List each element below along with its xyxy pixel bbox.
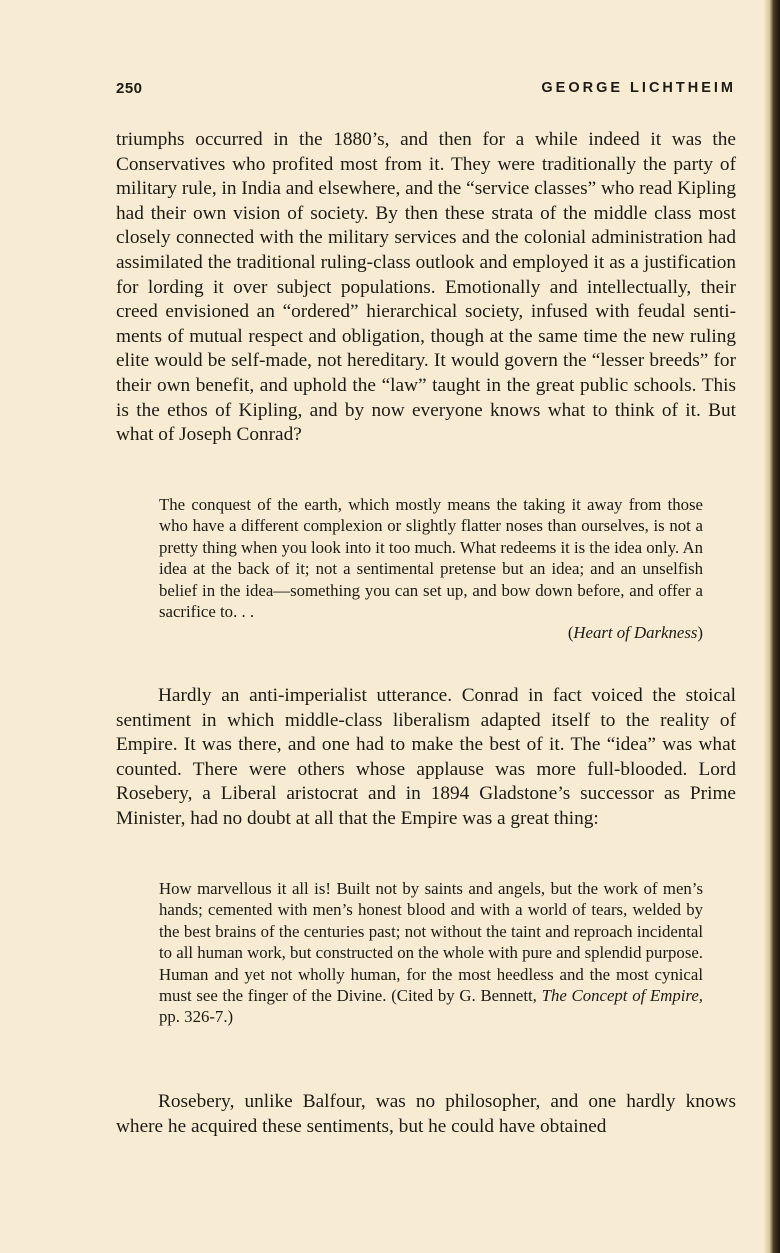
body-paragraph-3 [116,1090,736,1139]
citation-source: Heart of Darkness [573,623,698,643]
book-page-edge [764,0,780,1253]
quote-citation [159,622,703,643]
quote-text: The conquest of the earth, which mostly means the taking it away from those who have a different complexion or slightly flatter noses than ourselves, is not a pretty thing when you look into it too much. What redeems it is the idea only. An idea at the back of it; not a sentimental pretense but an idea; and an unselfish belief in the idea—something you can set up, and bow down before, and offer a sacrifice to. . . [159,495,703,622]
citation-prefix: (Cited by G. Bennett, [391,986,537,1006]
body-paragraph-2 [116,684,736,832]
quote-text [159,878,703,1028]
body-paragraph-1 [116,128,736,448]
citation-close-paren: ) [697,623,703,643]
paragraph-text: Rosebery, unlike Balfour, was no philosopher, and one hardly knows where he acquired these sentiments, but he could have obtained [116,1091,736,1137]
running-head: GEORGE LICHTHEIM [541,80,736,96]
citation-suffix: pp. 326-7.) [159,1007,234,1027]
citation-title: The Concept of Empire, [541,986,703,1006]
block-quote-conrad [159,494,703,644]
page-header [116,80,736,110]
page-number: 250 [116,80,143,97]
quote-body: How marvellous it all is! Built not by saints and angels, but the work of men’s hands; cemented with men’s honest blood and with a world of tears, welded by the best brains of the centuries past; not without the taint and reproach incidental to all human work, but constructed on the whole with pure and splendid purpose. Human and yet not wholly human, for the most heedless and the most cynical must see the finger of the Divine. [159,879,703,1006]
citation-open-paren: ( [567,623,574,643]
paragraph-text: triumphs occurred in the 1880’s, and then for a while indeed it was the Conservatives who profited most from it. They were traditionally the party of military rule, in India and elsewhere, and the “service classes” who read Kipling had their own vision of society. By then these strata of the middle class most closely connected with the military services and the colonial administration had assimilated the traditional ruling-class outlook and employed it as a justification for lording it over subject populations. Emotionally and intellectually, their creed envisioned an “ordered” hierarchical society, infused with feudal sentiments of mutual respect and obligation, though at the same time the new ruling elite would be self-made, not hereditary. It would govern the “lesser breeds” for their own benefit, and uphold the “law” taught in the great public schools. This is the ethos of Kipling, and by now everyone knows what to think of it. But what of Joseph Conrad? [116,129,736,446]
paragraph-text: Hardly an anti-imperialist utterance. Conrad in fact voiced the stoical sentiment in which middle-class liberalism adapted itself to the reality of Empire. It was there, and one had to make the best of it. The “idea” was what counted. There were others whose applause was more full-blooded. Lord Rosebery, a Liberal aristocrat and in 1894 Gladstone’s successor as Prime Minister, had no doubt at all that the Empire was a great thing: [116,685,736,829]
block-quote-rosebery [159,878,703,1028]
